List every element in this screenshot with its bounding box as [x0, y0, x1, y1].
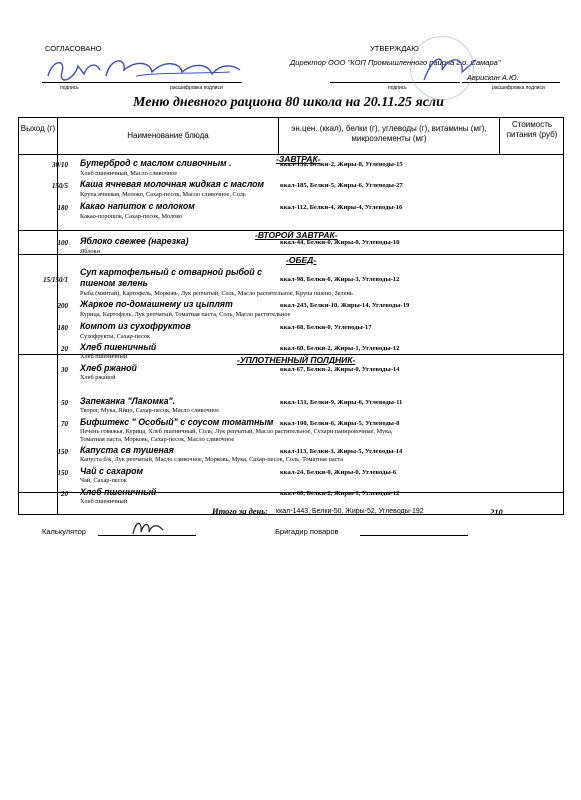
dish-name: Запеканка "Лакомка".: [80, 396, 176, 406]
dish-nutrition: ккал-112, Белки-4, Жиры-4, Углеводы-16: [280, 204, 403, 211]
dish-name-line2: пшеном зелень: [80, 278, 148, 288]
dish-ingredients: Хлеб ржаной: [80, 374, 116, 381]
item-yield: 20: [61, 490, 68, 498]
dish-ingredients-line1: Печень говяжья, Курица, Хлеб пшеничный, Соль, Лук репчатый, Масло растительное, Сухари панировочные, Мука,: [80, 428, 393, 435]
dish-ingredients: Капуста б/к, Лук репчатый, Масло сливочное, Морковь, Мука, Сахар-песок, Соль, Томатная паста: [80, 456, 344, 463]
item-yield: 180: [57, 324, 68, 332]
dish-nutrition: ккал-44, Белки-0, Жиры-0, Углеводы-10: [280, 239, 400, 246]
dish-nutrition: ккал-24, Белки-0, Жиры-0, Углеводы-6: [280, 469, 397, 476]
item-yield: 50: [61, 399, 68, 407]
col-header-cost: Стоимость питания (руб): [506, 120, 558, 139]
dish-nutrition: ккал-136, Белки-2, Жиры-8, Углеводы-15: [280, 161, 403, 168]
dish-nutrition: ккал-60, Белки-2, Жиры-1, Углеводы-12: [280, 345, 400, 352]
dish-name: Яблоко свежее (нарезка): [80, 236, 189, 246]
right-decoding-caption: расшифровка подписи: [492, 85, 545, 91]
director-position: Директор ООО "КОП Промышленного района г.о. Самара": [290, 58, 501, 67]
item-yield: 150: [57, 469, 68, 477]
dish-ingredients: Курица, Картофель, Лук репчатый, Томатная паста, Соль, Масло растительное: [80, 311, 291, 318]
calculator-signature: [130, 516, 166, 538]
dish-nutrition: ккал-243, Белки-10, Жиры-14, Углеводы-19: [280, 302, 410, 309]
item-yield: 30/10: [52, 161, 68, 169]
item-yield: 100: [57, 239, 68, 247]
item-yield: 20: [61, 345, 68, 353]
left-decoding-caption: расшифровка подписи: [170, 85, 223, 91]
total-label: Итого за день:: [212, 506, 268, 516]
item-yield: 15/150/1: [43, 276, 68, 284]
column-divider: [278, 118, 279, 155]
col-header-yield: Выход (г): [20, 124, 56, 133]
dish-ingredients: Рыба (минтай), Картофель, Морковь, Лук репчатый, Соль, Масло растительное, Крупа пшено, Зелень: [80, 290, 353, 297]
dish-ingredients: Сухофрукты, Сахар-песок: [80, 333, 151, 340]
dish-nutrition: ккал-131, Белки-9, Жиры-6, Углеводы-11: [280, 399, 403, 406]
section-title-breakfast: -ЗАВТРАК-: [276, 154, 321, 164]
col-header-nutrition: эн.цен. (ккал), белки (г), углеводы (г), витамины (мг), микроэлементы (мг): [291, 124, 487, 143]
item-yield: 150/5: [52, 182, 68, 190]
total-nutrition: ккал-1443, Белки-50, Жиры-52, Углеводы-192: [276, 508, 424, 515]
dish-name: Какао напиток с молоком: [80, 201, 195, 211]
dish-ingredients: Какао-порошок, Сахар-песок, Молоко: [80, 213, 183, 220]
item-yield: 200: [57, 302, 68, 310]
section-title-lunch: -ОБЕД-: [286, 255, 317, 265]
dish-name: Хлеб пшеничный: [80, 487, 157, 497]
total-cost: 210: [490, 507, 503, 517]
calculator-label: Калькулятор: [42, 527, 86, 536]
dish-name: Чай с сахаром: [80, 466, 143, 476]
dish-name: Компот из сухофруктов: [80, 321, 191, 331]
dish-name: Хлеб пшеничный: [80, 342, 157, 352]
dish-ingredients: Хлеб пшеничный, Масло сливочное: [80, 170, 178, 177]
dish-nutrition: ккал-68, Белки-0, Углеводы-17: [280, 324, 372, 331]
agreed-heading: СОГЛАСОВАНО: [45, 44, 102, 53]
dish-name: Капуста св тушеная: [80, 445, 174, 455]
dish-ingredients: Крупа ячневая, Молоко, Сахар-песок, Масло сливочное, Соль: [80, 191, 246, 198]
page-title: Меню дневного рациона 80 школа на 20.11.25 ясли: [133, 95, 444, 110]
item-yield: 70: [61, 420, 68, 428]
dish-name: Каша ячневая молочная жидкая с маслом: [80, 179, 265, 189]
dish-name: Бифштекс " Особый" с соусом томатным: [80, 417, 274, 427]
dish-nutrition: ккал-60, Белки-2, Жиры-1, Углеводы-12: [280, 490, 400, 497]
item-yield: 180: [57, 204, 68, 212]
section-title-snack: -УПЛОТНЕННЫЙ ПОЛДНИК-: [237, 355, 356, 365]
dish-name: Хлеб ржаной: [80, 363, 137, 373]
left-signature: [40, 50, 250, 84]
col-header-name: Наименование блюда: [127, 131, 209, 140]
dish-ingredients: Хлеб пшеничный: [80, 353, 128, 360]
dish-nutrition: ккал-100, Белки-6, Жиры-5, Углеводы-8: [280, 420, 400, 427]
left-signature-caption: подпись: [60, 85, 79, 91]
item-yield: 30: [61, 366, 68, 374]
dish-ingredients: Творог, Мука, Яйцо, Сахар-песок, Масло сливочное: [80, 407, 220, 414]
dish-name: Жаркое по-домашнему из цыплят: [80, 299, 233, 309]
approve-heading: УТВЕРЖДАЮ: [370, 44, 419, 53]
chef-label: Бригадир поваров: [275, 527, 339, 536]
dish-ingredients: Яблоки: [80, 248, 100, 255]
right-signature: [420, 50, 480, 86]
dish-ingredients-line2: Томатная паста, Морковь, Сахар-песок, Масло сливочное: [80, 436, 235, 443]
director-name: Аврискин А.Ю.: [467, 73, 519, 82]
dish-ingredients: Хлеб пшеничный: [80, 498, 128, 505]
dish-ingredients: Чай, Сахар-песок: [80, 477, 127, 484]
dish-nutrition: ккал-185, Белки-5, Жиры-6, Углеводы-27: [280, 182, 403, 189]
column-divider: [499, 118, 500, 155]
item-yield: 150: [57, 448, 68, 456]
dish-nutrition: ккал-113, Белки-3, Жиры-5, Углеводы-14: [280, 448, 403, 455]
dish-name-line1: Суп картофельный с отварной рыбой с: [80, 267, 263, 277]
dish-nutrition: ккал-98, Белки-6, Жиры-3, Углеводы-12: [280, 276, 400, 283]
chef-signature-line: [360, 535, 468, 536]
section-title-second-breakfast: -ВТОРОЙ ЗАВТРАК-: [255, 230, 338, 240]
dish-nutrition: ккал-67, Белки-2, Жиры-0, Углеводы-14: [280, 366, 400, 373]
right-signature-caption: подпись: [388, 85, 407, 91]
dish-name: Бутерброд с маслом сливочным .: [80, 158, 232, 168]
